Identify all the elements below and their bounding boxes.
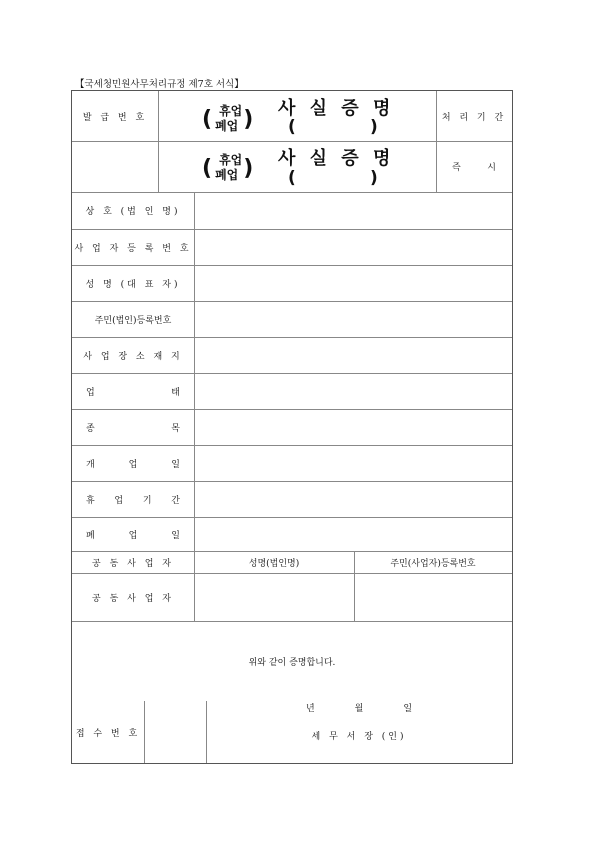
title-paren-open: ( — [288, 117, 296, 137]
field-value-business-type[interactable] — [194, 373, 512, 409]
field-value-closure-date[interactable] — [194, 517, 512, 551]
field-label-resident-registration-number: 주민(법인)등록번호 — [94, 315, 172, 326]
issue-number-value[interactable] — [72, 141, 158, 192]
co-owner-id-value[interactable] — [354, 573, 512, 621]
receipt-number-label: 접 수 번 호 — [75, 728, 141, 739]
issue-date: 년 월 일 — [305, 703, 413, 714]
form-reference: 【국세청민원사무처리규정 제7호 서식】 — [75, 79, 244, 90]
co-owner-id-column: 주민(사업자)등록번호 — [390, 558, 476, 569]
processing-period-label: 처 리 기 간 — [441, 112, 507, 123]
field-value-suspension-period[interactable] — [194, 481, 512, 517]
field-label-trade-name: 상 호 (법 인 명) — [85, 207, 181, 217]
title-block-secondary: ( 휴업 폐업 ) — [202, 153, 254, 182]
field-label-suspension-period: 휴 업 기 간 — [86, 495, 180, 506]
option-closure[interactable]: 폐업 — [215, 119, 239, 133]
co-owner-row-label: 공 동 사 업 자 — [92, 593, 174, 604]
field-value-business-item[interactable] — [194, 409, 512, 445]
business-type-options — [213, 104, 242, 134]
field-value-trade-name[interactable] — [194, 192, 512, 229]
field-value-opening-date[interactable] — [194, 445, 512, 481]
certification-text: 위와 같이 증명합니다. — [248, 657, 336, 668]
title-block-primary: ( 휴업 폐업 ) — [202, 104, 254, 133]
field-value-representative[interactable] — [194, 265, 512, 301]
tax-office-head: 세 무 서 장 (인) — [311, 731, 407, 742]
field-label-business-item: 종 목 — [86, 423, 180, 434]
certificate-title: 사 실 증 명 — [278, 98, 395, 119]
field-label-opening-date: 개 업 일 — [86, 459, 180, 470]
certificate-title-copy: 사 실 증 명 — [278, 148, 395, 169]
business-type-options-copy — [213, 153, 242, 183]
co-owner-name-column: 성명(법인명) — [248, 558, 300, 569]
issue-number-label: 발 급 번 호 — [82, 112, 148, 123]
field-value-business-registration-number[interactable] — [194, 229, 512, 265]
processing-period-value: 즉 시 — [452, 163, 496, 173]
co-owner-name-value[interactable] — [194, 573, 354, 621]
field-label-business-registration-number: 사 업 자 등 록 번 호 — [74, 243, 192, 254]
certificate-form — [71, 90, 513, 764]
title-paren-open-copy: ( — [288, 168, 296, 188]
field-value-resident-registration-number[interactable] — [194, 301, 512, 337]
option-suspension[interactable]: 휴업 — [219, 104, 243, 118]
field-label-business-type: 업 태 — [86, 387, 180, 398]
field-value-business-address[interactable] — [194, 337, 512, 373]
title-paren-close: ) — [370, 117, 378, 137]
co-owner-header-label: 공 동 사 업 자 — [92, 558, 174, 569]
field-label-representative: 성 명 (대 표 자) — [85, 279, 181, 290]
field-label-closure-date: 폐 업 일 — [86, 530, 180, 541]
title-paren-close-copy: ) — [370, 168, 378, 188]
option-suspension-copy[interactable]: 휴업 — [219, 153, 243, 167]
option-closure-copy[interactable]: 폐업 — [215, 168, 239, 182]
receipt-number-value[interactable] — [144, 701, 206, 763]
field-label-business-address: 사 업 장 소 재 지 — [83, 351, 183, 362]
